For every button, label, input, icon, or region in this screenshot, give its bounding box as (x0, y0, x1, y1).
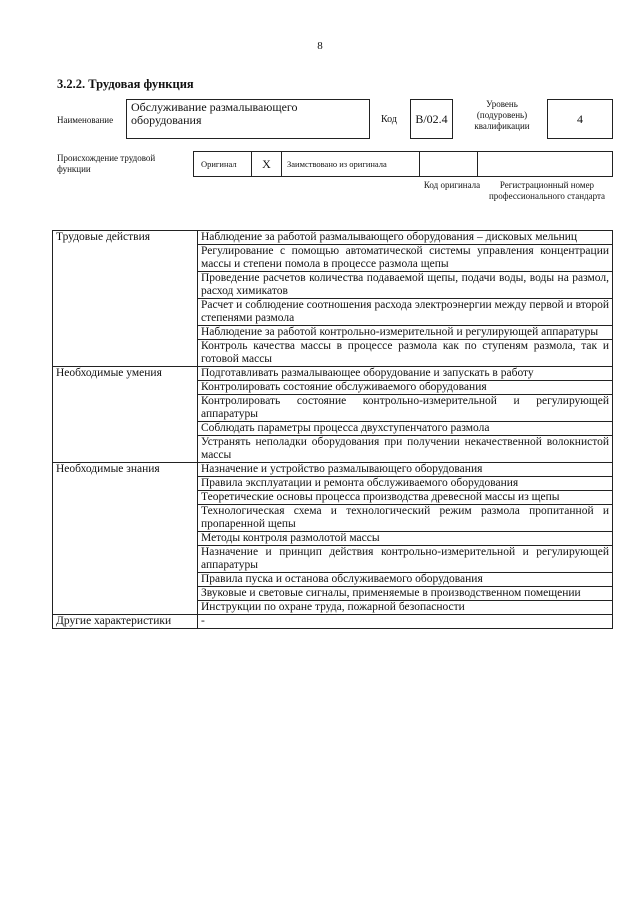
item-cell: Проведение расчетов количества подаваемой щепы, подачи воды, воды на размол, расход химикатов (198, 272, 613, 299)
qualification-level-field: 4 (547, 99, 613, 139)
code-original-cell (420, 152, 478, 176)
code-label: Код (381, 114, 397, 125)
table-row (53, 463, 613, 477)
origin-table (193, 151, 613, 177)
item-cell: Методы контроля размолотой массы (198, 532, 613, 546)
category-cell: Необходимые умения (53, 367, 198, 463)
item-cell: Теоретические основы процесса производства древесной массы из щепы (198, 491, 613, 505)
origin-label: Происхождение трудовой функции (57, 153, 156, 174)
item-cell: Инструкции по охране труда, пожарной безопасности (198, 601, 613, 615)
category-cell: Трудовые действия (53, 231, 198, 367)
category-cell: Другие характеристики (53, 615, 198, 629)
reg-number-label: Регистрационный номер профессионального стандарта (488, 180, 606, 201)
borrowed-label: Заимствовано из оригинала (282, 152, 420, 176)
section-title: 3.2.2. Трудовая функция (57, 77, 194, 91)
page-number: 8 (317, 40, 323, 52)
function-name-field: Обслуживание размалывающего оборудования (126, 99, 370, 139)
item-cell: Подготавливать размалывающее оборудование и запускать в работу (198, 367, 613, 381)
level-label: Уровень (подуровень) квалификации (474, 99, 530, 131)
category-cell: Необходимые знания (53, 463, 198, 615)
code-original-label: Код оригинала (423, 180, 481, 190)
original-label: Оригинал (194, 152, 252, 176)
table-row (53, 367, 613, 381)
name-label: Наименование (57, 115, 114, 125)
reg-number-cell (478, 152, 612, 176)
item-cell: - (198, 615, 613, 629)
item-cell: Регулирование с помощью автоматической системы управления концентрации массы и степени помола в процессе размола щепы (198, 245, 613, 272)
item-cell: Наблюдение за работой размалывающего оборудования – дисковых мельниц (198, 231, 613, 245)
item-cell: Контролировать состояние обслуживаемого оборудования (198, 381, 613, 395)
item-cell: Правила пуска и останова обслуживаемого оборудования (198, 573, 613, 587)
table-row (53, 231, 613, 245)
item-cell: Технологическая схема и технологический режим размола пропитанной и пропаренной щепы (198, 505, 613, 532)
item-cell: Соблюдать параметры процесса двухступенчатого размола (198, 422, 613, 436)
original-mark: Х (252, 152, 282, 176)
item-cell: Назначение и устройство размалывающего оборудования (198, 463, 613, 477)
item-cell: Расчет и соблюдение соотношения расхода электроэнергии между первой и второй степенями размола (198, 299, 613, 326)
function-code-field: B/02.4 (410, 99, 453, 139)
item-cell: Правила эксплуатации и ремонта обслуживаемого оборудования (198, 477, 613, 491)
item-cell: Контроль качества массы в процессе размола как по ступеням размола, так и готовой массы (198, 340, 613, 367)
item-cell: Назначение и принцип действия контрольно-измерительной и регулирующей аппаратуры (198, 546, 613, 573)
table-row (53, 615, 613, 629)
item-cell: Наблюдение за работой контрольно-измерительной и регулирующей аппаратуры (198, 326, 613, 340)
item-cell: Звуковые и световые сигналы, применяемые в производственном помещении (198, 587, 613, 601)
item-cell: Контролировать состояние контрольно-измерительной и регулирующей аппаратуры (198, 395, 613, 422)
item-cell: Устранять неполадки оборудования при получении некачественной волокнистой массы (198, 436, 613, 463)
labor-function-table (52, 230, 613, 629)
